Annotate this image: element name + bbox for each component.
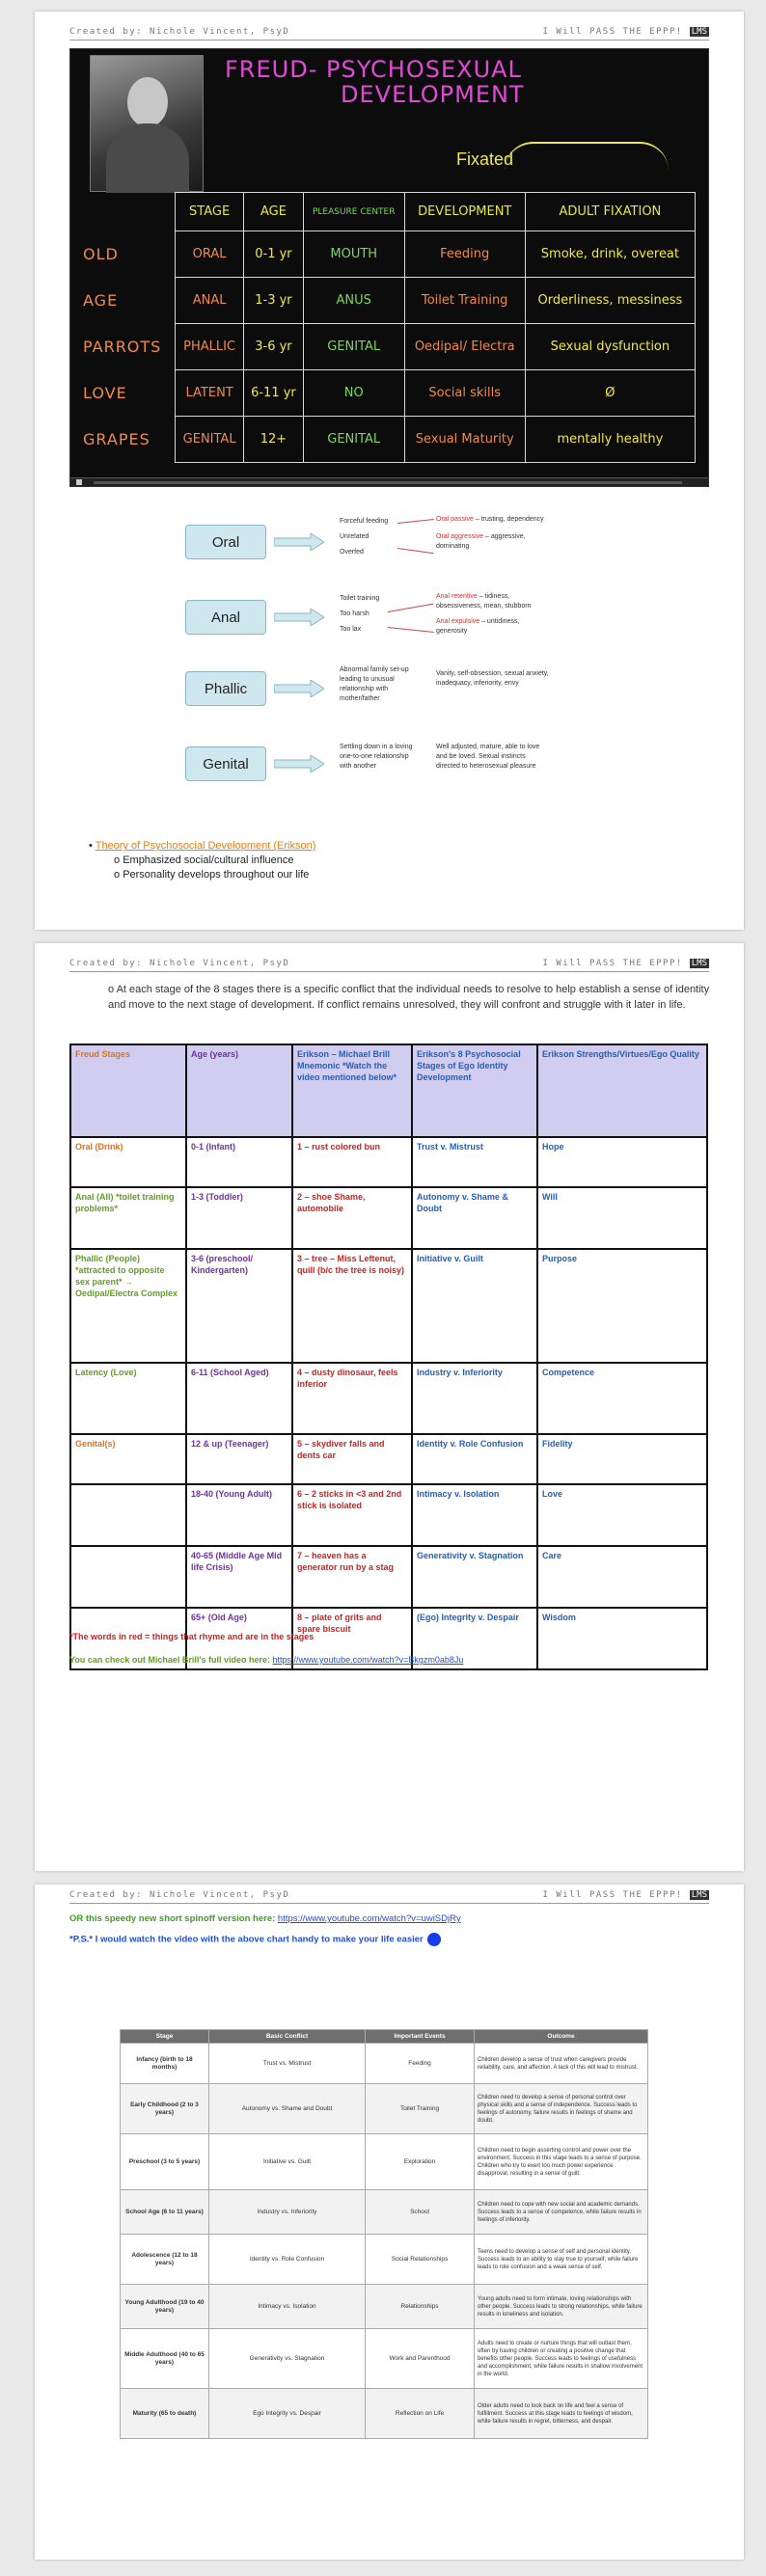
col-outcome: Outcome [475,2030,648,2044]
behavior-item: Toilet training [340,595,380,602]
header-badge: LMS [691,1890,707,1900]
outcome-cell: Children develop a sense of trust when caregivers provide reliability, care, and affection. A lack of this will lead to mistrust. [475,2044,648,2084]
mnemonic-word: LOVE [79,370,176,417]
age-cell: 12+ [244,417,304,463]
age-cell: 12 & up (Teenager) [186,1434,292,1484]
stage-cell: Trust v. Mistrust [412,1137,537,1187]
col-conflict: Basic Conflict [209,2030,366,2044]
header-badge: LMS [691,27,707,37]
outcome-cell: Children need to develop a sense of personal control over physical skills and a sense of independence. Success leads to feelings of autonomy, failure results in feelings of shame and doubt. [475,2084,648,2134]
arrow-icon [274,609,324,626]
conflict-cell: Initiative vs. Guilt [209,2134,366,2190]
age-cell: 3-6 (preschool/ Kindergarten) [186,1249,292,1363]
stage-cell: Intimacy v. Isolation [412,1484,537,1546]
fixation-cell: Smoke, drink, overeat [525,231,695,278]
col-age: AGE [244,193,304,231]
mnemonic-cell: 1 – rust colored bun [292,1137,412,1187]
age-cell: 40-65 (Middle Age Mid life Crisis) [186,1546,292,1608]
board-row [79,278,696,324]
conflict-cell: Intimacy vs. Isolation [209,2285,366,2329]
outcome-cell: Teens need to develop a sense of self and personal identity. Success leads to an ability to stay true to yourself, while failure leads to role confusion and a weak sense of self. [475,2235,648,2285]
result-item: Anal retentive – tidiness, obsessiveness, mean, stubborn [436,593,532,610]
col-stage: Stage [121,2030,209,2044]
erikson-bullets: • Theory of Psychosocial Development (Erikson) o Emphasized social/cultural influence o Personality develops throughout our life [89,840,316,881]
virtue-cell: Love [537,1484,707,1546]
fixation-cell: mentally healthy [525,417,695,463]
board-title-line1: FREUD- PSYCHOSEXUAL [225,56,522,83]
virtue-cell: Competence [537,1363,707,1434]
virtue-cell: Fidelity [537,1434,707,1484]
blue-dot-icon [427,1933,441,1946]
table-row [121,2044,648,2084]
behavior-item: Settling down in a loving one-to-one relationship with another [340,744,413,770]
age-cell: 1-3 (Toddler) [186,1187,292,1249]
freud-cell: Genital(s) [70,1434,186,1484]
result-item: Well adjusted, mature, able to love and be loved. Sexual instincts directed to heterosexual pleasure [436,744,540,770]
video-link[interactable]: https://www.youtube.com/watch?v=Bkgzm0ab8Ju [272,1655,464,1665]
header-title: I Will PASS THE EPPP! [542,27,683,37]
fixated-label: Fixated [456,149,514,169]
table-row [70,1187,707,1249]
fixation-cell: Orderliness, messiness [525,278,695,324]
result-item: Oral aggressive – aggressive, dominating [436,533,526,550]
freud-cell: Latency (Love) [70,1363,186,1434]
video-note [69,1655,463,1665]
table-row [70,1546,707,1608]
spinoff-text: OR this speedy new short spinoff version here: [69,1913,278,1924]
development-cell: Feeding [404,231,525,278]
mnemonic-word: GRAPES [79,417,176,463]
virtue-cell: Will [537,1187,707,1249]
col-fixation: ADULT FIXATION [525,193,695,231]
development-cell: Social skills [404,370,525,417]
conflict-cell: Identity vs. Role Confusion [209,2235,366,2285]
table-header [121,2030,648,2044]
table-row [70,1249,707,1363]
behaviors-genital [340,743,421,772]
table-row [121,2389,648,2439]
ps-note [69,1933,441,1946]
behavior-item: Too harsh [340,610,369,617]
stage-cell: ANAL [176,278,244,324]
stage-box-oral: Oral [185,525,266,559]
freud-cell [70,1484,186,1546]
col-development: DEVELOPMENT [404,193,525,231]
behavior-item: Too lax [340,626,362,633]
link-line [397,519,434,524]
rhyme-note: *The words in red = things that rhyme and are in the stages [69,1632,315,1641]
col-mnemonic: Erikson – Michael Brill Mnemonic *Watch the video mentioned below* [292,1044,412,1137]
spinoff-note [69,1913,461,1924]
age-cell: 0-1 (Infant) [186,1137,292,1187]
age-cell: 6-11 (School Aged) [186,1363,292,1434]
stage-cell: LATENT [176,370,244,417]
outcome-cell: Children need to begin asserting control and power over the environment. Success in this stage leads to a sense of purpose. Children who try to exert too much power experience disapproval, resulting in a sense of guilt. [475,2134,648,2190]
erikson-heading[interactable]: Theory of Psychosocial Development (Erikson) [95,840,316,852]
virtue-cell: Wisdom [537,1608,707,1669]
outcome-cell: Young adults need to form intimate, loving relationships with other people. Success leads to strong relationships, while failure results in loneliness and isolation. [475,2285,648,2329]
mnemonic-cell: 4 – dusty dinosaur, feels inferior [292,1363,412,1434]
mnemonic-cell: 6 – 2 sticks in <3 and 2nd stick is isolated [292,1484,412,1546]
stage-cell: Infancy (birth to 18 months) [121,2044,209,2084]
bullet-item: Emphasized social/cultural influence [123,854,294,866]
stage-cell: Middle Adulthood (40 to 65 years) [121,2329,209,2389]
results-genital [436,743,550,772]
header-title: I Will PASS THE EPPP! [542,1890,683,1900]
stage-box-anal: Anal [185,600,266,635]
stage-cell: Initiative v. Guilt [412,1249,537,1363]
mnemonic-cell: 7 – heaven has a generator run by a stag [292,1546,412,1608]
stage-box-genital: Genital [185,746,266,781]
libido-cell: GENITAL [303,324,404,370]
freud-cell [70,1546,186,1608]
event-cell: Exploration [366,2134,475,2190]
conflict-cell: Industry vs. Inferiority [209,2190,366,2235]
stage-cell: Generativity v. Stagnation [412,1546,537,1608]
event-cell: Feeding [366,2044,475,2084]
conflict-cell: Trust vs. Mistrust [209,2044,366,2084]
video-chalkboard[interactable] [69,48,709,487]
age-cell: 6-11 yr [244,370,304,417]
header-author: Created by: Nichole Vincent, PsyD [69,1890,290,1900]
event-cell: Relationships [366,2285,475,2329]
erikson-summary-table [120,2029,648,2439]
page-3 [35,1885,744,2560]
link-line [388,604,433,612]
libido-cell: MOUTH [303,231,404,278]
table-row [121,2134,648,2190]
event-cell: Toilet Training [366,2084,475,2134]
stage-cell: Preschool (3 to 5 years) [121,2134,209,2190]
libido-cell: GENITAL [303,417,404,463]
stage-cell: PHALLIC [176,324,244,370]
outcome-cell: Children need to cope with new social and academic demands. Success leads to a sense of competence, while failure results in feelings of inferiority. [475,2190,648,2235]
development-cell: Sexual Maturity [404,417,525,463]
board-title-line2: DEVELOPMENT [341,81,525,108]
erikson-table [69,1044,708,1670]
age-cell: 0-1 yr [244,231,304,278]
event-cell: Work and Parenthood [366,2329,475,2389]
outcome-cell: Adults need to create or nurture things that will outlast them, often by having children or creating a positive change that benefits other people. Success leads to feelings of usefulness and accomplishment, while failure results in shallow involvement in the world. [475,2329,648,2389]
stage-cell: ORAL [176,231,244,278]
stage-cell: Adolescence (12 to 18 years) [121,2235,209,2285]
results-anal [436,592,550,637]
col-age: Age (years) [186,1044,292,1137]
stage-cell: Early Childhood (2 to 3 years) [121,2084,209,2134]
virtue-cell: Hope [537,1137,707,1187]
col-stage: Erikson's 8 Psychosocial Stages of Ego Identity Development [412,1044,537,1137]
col-stage: STAGE [176,193,244,231]
results-phallic [436,669,550,689]
conflict-cell: Ego Integrity vs. Despair [209,2389,366,2439]
mnemonic-cell: 5 – skydiver falls and dents car [292,1434,412,1484]
development-cell: Toilet Training [404,278,525,324]
event-cell: Social Relationships [366,2235,475,2285]
col-virtue: Erikson Strengths/Virtues/Ego Quality [537,1044,707,1137]
page-1 [35,12,744,930]
event-cell: School [366,2190,475,2235]
header-badge: LMS [691,959,707,968]
age-cell: 1-3 yr [244,278,304,324]
outcome-cell: Older adults need to look back on life and feel a sense of fulfillment. Success at this stage leads to feelings of wisdom, while failure results in regret, bitterness, and despair. [475,2389,648,2439]
freud-cell: Phallic (People) *attracted to opposite sex parent* → Oedipal/Electra Complex [70,1249,186,1363]
behavior-item: Unrelated [340,533,369,540]
behaviors-anal [340,594,379,635]
fixation-cell: Sexual dysfunction [525,324,695,370]
mnemonic-word: AGE [79,278,176,324]
mnemonic-word: OLD [79,231,176,278]
col-freud: Freud Stages [70,1044,186,1137]
video-progress-bar[interactable] [70,477,708,486]
event-cell: Reflection on Life [366,2389,475,2439]
behavior-item: Overfed [340,549,364,556]
table-row [70,1363,707,1434]
mnemonic-word: PARROTS [79,324,176,370]
development-cell: Oedipal/ Electra [404,324,525,370]
freud-portrait [90,55,204,192]
col-libido: PLEASURE CENTER [303,193,404,231]
col-events: Important Events [366,2030,475,2044]
fixation-cell: Ø [525,370,695,417]
freud-cell: Oral (Drink) [70,1137,186,1187]
arrow-icon [274,533,324,551]
spinoff-link[interactable]: https://www.youtube.com/watch?v=uwiSDjRy [277,1913,461,1924]
video-note-text: You can check out Michael Brill's full video here: [69,1655,273,1665]
mnemonic-cell: 2 – shoe Shame, automobile [292,1187,412,1249]
stage-cell: Young Adulthood (19 to 40 years) [121,2285,209,2329]
stage-cell: Identity v. Role Confusion [412,1434,537,1484]
results-oral [436,515,550,552]
table-row [121,2285,648,2329]
arrow-icon [274,680,324,697]
table-row [70,1484,707,1546]
stage-cell: Maturity (65 to death) [121,2389,209,2439]
header-author: Created by: Nichole Vincent, PsyD [69,959,290,968]
libido-cell: NO [303,370,404,417]
behavior-item: Forceful feeding [340,518,389,525]
board-row [79,231,696,278]
age-cell: 18-40 (Young Adult) [186,1484,292,1546]
table-row [121,2190,648,2235]
table-row [121,2329,648,2389]
page-2 [35,943,744,1871]
header-author: Created by: Nichole Vincent, PsyD [69,27,290,37]
link-line [397,548,434,554]
freud-table [78,192,696,463]
virtue-cell: Purpose [537,1249,707,1363]
mnemonic-cell: 3 – tree – Miss Leftenut, quill (b/c the tree is noisy) [292,1249,412,1363]
board-title [225,57,572,107]
page-header [69,959,709,972]
bullet-item: Personality develops throughout our life [123,869,310,881]
stage-box-phallic: Phallic [185,671,266,706]
stage-cell: (Ego) Integrity v. Despair [412,1608,537,1669]
page-header [69,1890,709,1904]
intro-text: At each stage of the 8 stages there is a specific conflict that the individual needs to resolve to help establish a sense of identity and move to the next stage of development. If conflict remains unresolved, they will confront and struggle with it later in life. [108,984,710,1011]
result-item: Vanity, self-obsession, sexual anxiety, inadequacy, inferiority, envy [436,670,549,687]
stage-cell: Industry v. Inferiority [412,1363,537,1434]
result-item: Oral passive – trusting, dependency [436,516,544,523]
result-item: Anal expulsive – untidiness, generosity [436,618,520,635]
ps-text: *P.S.* I would watch the video with the above chart handy to make your life easier [69,1934,424,1945]
stage-cell: School Age (6 to 11 years) [121,2190,209,2235]
stage-cell: GENITAL [176,417,244,463]
fixated-arrow [505,142,669,171]
link-line [388,627,434,633]
board-row [79,370,696,417]
header-title: I Will PASS THE EPPP! [542,959,683,968]
board-row [79,417,696,463]
conflict-cell: Generativity vs. Stagnation [209,2329,366,2389]
behavior-item: Abnormal family set-up leading to unusual relationship with mother/father [340,666,409,702]
freud-cell: Anal (All) *toilet training problems* [70,1187,186,1249]
conflict-cell: Autonomy vs. Shame and Doubt [209,2084,366,2134]
play-icon[interactable] [76,479,82,485]
virtue-cell: Care [537,1546,707,1608]
page-header [69,27,709,41]
table-row [121,2084,648,2134]
board-row [79,324,696,370]
stage-cell: Autonomy v. Shame & Doubt [412,1187,537,1249]
mnemonic-cell: 8 – plate of grits and spare biscuit [292,1608,412,1669]
table-row [70,1434,707,1484]
intro-bullet: o At each stage of the 8 stages there is a specific conflict that the individual needs to resolve to help establish a sense of identity and move to the next stage of development. If conflict remains unresolved, they will confront and struggle with it later in life. [108,984,710,1011]
behaviors-oral [340,517,388,557]
arrow-icon [274,755,324,773]
table-row [70,1137,707,1187]
libido-cell: ANUS [303,278,404,324]
age-cell: 65+ (Old Age) [186,1608,292,1669]
behaviors-phallic [340,665,421,704]
age-cell: 3-6 yr [244,324,304,370]
table-row [121,2235,648,2285]
table-header [70,1044,707,1137]
